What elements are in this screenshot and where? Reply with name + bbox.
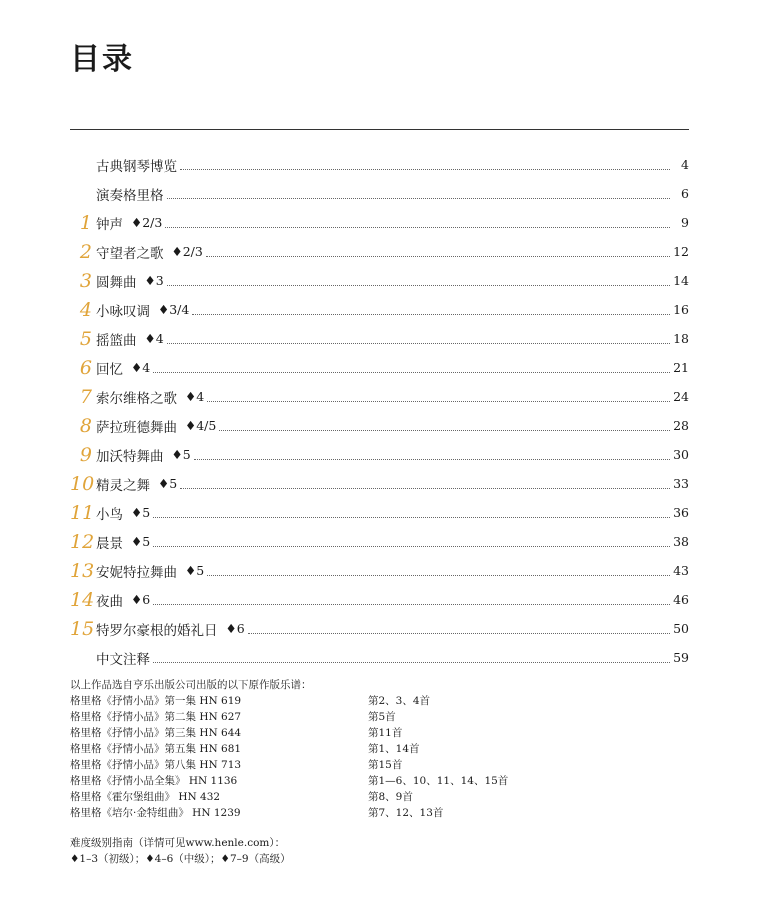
toc-entry-difficulty: ♦3 bbox=[144, 273, 164, 288]
toc-entry-page-number: 33 bbox=[673, 476, 689, 491]
toc-entry-number: 1 bbox=[79, 211, 92, 234]
toc-entry-number: 3 bbox=[79, 269, 92, 292]
toc-entry-page-number: 43 bbox=[673, 563, 689, 578]
source-row bbox=[70, 789, 690, 805]
toc-entry[interactable] bbox=[70, 237, 689, 266]
toc-entry-leader-dots bbox=[207, 575, 670, 576]
source-edition: 格里格《抒情小品》第二集 HN 627 bbox=[70, 711, 242, 723]
toc-entry[interactable] bbox=[70, 324, 689, 353]
toc-entry-number: 14 bbox=[70, 588, 95, 611]
toc-entry-leader-dots bbox=[167, 343, 670, 344]
sources-intro: 以上作品选自亨乐出版公司出版的以下原作版乐谱： bbox=[70, 679, 312, 691]
toc-entry-leader-dots bbox=[167, 285, 670, 286]
toc-entry-difficulty: ♦5 bbox=[171, 447, 191, 462]
source-row bbox=[70, 757, 690, 773]
toc-entry-title: 守望者之歌 bbox=[96, 245, 164, 262]
toc-entry-number: 9 bbox=[79, 443, 92, 466]
source-pieces: 第1—6、10、11、14、15首 bbox=[368, 775, 509, 787]
source-pieces: 第1、14首 bbox=[368, 743, 420, 755]
toc-entry-difficulty: ♦4 bbox=[131, 360, 151, 375]
toc-entry[interactable] bbox=[70, 179, 689, 208]
toc-entry-page-number: 6 bbox=[681, 186, 689, 201]
toc-entry-difficulty: ♦4/5 bbox=[185, 418, 217, 433]
source-row bbox=[70, 709, 690, 725]
source-row bbox=[70, 725, 690, 741]
toc-entry-difficulty: ♦2/3 bbox=[171, 244, 203, 259]
toc-entry-page-number: 14 bbox=[673, 273, 689, 288]
toc-entry-leader-dots bbox=[165, 227, 670, 228]
toc-entry-difficulty: ♦3/4 bbox=[158, 302, 190, 317]
toc-entry[interactable] bbox=[70, 382, 689, 411]
toc-entry-difficulty: ♦5 bbox=[158, 476, 178, 491]
source-row bbox=[70, 741, 690, 757]
toc-entry-page-number: 46 bbox=[673, 592, 689, 607]
toc-entry-number: 2 bbox=[79, 240, 92, 263]
toc-entry-leader-dots bbox=[153, 604, 670, 605]
source-edition: 格里格《抒情小品》第五集 HN 681 bbox=[70, 743, 242, 755]
toc-entry-title: 特罗尔豪根的婚礼日 bbox=[96, 622, 218, 639]
title-divider bbox=[70, 129, 689, 130]
toc-entry[interactable] bbox=[70, 150, 689, 179]
toc-entry-difficulty: ♦5 bbox=[131, 534, 151, 549]
toc-entry-title: 索尔维格之歌 bbox=[96, 390, 177, 407]
toc-entry-number: 12 bbox=[70, 530, 95, 553]
table-of-contents bbox=[70, 150, 689, 672]
toc-entry-title: 精灵之舞 bbox=[96, 477, 150, 494]
toc-entry-leader-dots bbox=[153, 546, 670, 547]
sources-list bbox=[70, 693, 690, 821]
toc-entry[interactable] bbox=[70, 411, 689, 440]
toc-entry-page-number: 12 bbox=[673, 244, 689, 259]
toc-entry-leader-dots bbox=[248, 633, 670, 634]
toc-entry-difficulty: ♦6 bbox=[225, 621, 245, 636]
toc-entry[interactable] bbox=[70, 527, 689, 556]
toc-entry-number: 8 bbox=[79, 414, 92, 437]
page-title: 目录 bbox=[70, 42, 134, 77]
toc-entry-number: 11 bbox=[70, 501, 95, 524]
source-pieces: 第8、9首 bbox=[368, 791, 413, 803]
toc-entry[interactable] bbox=[70, 585, 689, 614]
source-edition: 格里格《抒情小品》第三集 HN 644 bbox=[70, 727, 242, 739]
toc-entry-leader-dots bbox=[192, 314, 670, 315]
toc-entry-number: 5 bbox=[79, 327, 92, 350]
source-pieces: 第7、12、13首 bbox=[368, 807, 444, 819]
source-pieces: 第11首 bbox=[368, 727, 403, 739]
toc-entry-difficulty: ♦4 bbox=[185, 389, 205, 404]
toc-entry-number: 13 bbox=[70, 559, 95, 582]
toc-entry-leader-dots bbox=[180, 488, 670, 489]
difficulty-guide-heading: 难度级别指南（详情可见www.henle.com）： bbox=[70, 837, 286, 849]
difficulty-guide-levels: ♦1–3（初级）；♦4–6（中级）；♦7–9（高级） bbox=[70, 853, 291, 865]
toc-entry-number: 10 bbox=[70, 472, 95, 495]
toc-entry[interactable] bbox=[70, 469, 689, 498]
toc-entry-number: 15 bbox=[70, 617, 95, 640]
toc-entry-page-number: 4 bbox=[681, 157, 689, 172]
toc-entry-leader-dots bbox=[194, 459, 670, 460]
toc-entry-difficulty: ♦5 bbox=[131, 505, 151, 520]
toc-entry-page-number: 16 bbox=[673, 302, 689, 317]
toc-entry-title: 萨拉班德舞曲 bbox=[96, 419, 177, 436]
source-edition: 格里格《培尔·金特组曲》 HN 1239 bbox=[70, 807, 241, 819]
sources-section bbox=[70, 677, 690, 821]
toc-entry-title: 加沃特舞曲 bbox=[96, 448, 164, 465]
source-row bbox=[70, 773, 690, 789]
toc-entry-leader-dots bbox=[167, 198, 671, 199]
toc-entry-title: 小咏叹调 bbox=[96, 303, 150, 320]
toc-entry-number: 6 bbox=[79, 356, 92, 379]
difficulty-guide bbox=[70, 835, 291, 867]
toc-entry-difficulty: ♦2/3 bbox=[131, 215, 163, 230]
toc-entry[interactable] bbox=[70, 556, 689, 585]
source-pieces: 第2、3、4首 bbox=[368, 695, 431, 707]
source-row bbox=[70, 805, 690, 821]
toc-entry-title: 古典钢琴博览 bbox=[96, 158, 177, 175]
toc-entry-leader-dots bbox=[153, 372, 670, 373]
toc-entry-title: 摇篮曲 bbox=[96, 332, 137, 349]
toc-entry-leader-dots bbox=[206, 256, 670, 257]
toc-entry-title: 小鸟 bbox=[96, 506, 123, 523]
toc-entry-page-number: 9 bbox=[681, 215, 689, 230]
toc-entry-number: 4 bbox=[79, 298, 92, 321]
source-edition: 格里格《霍尔堡组曲》 HN 432 bbox=[70, 791, 221, 803]
toc-entry[interactable] bbox=[70, 643, 689, 672]
source-edition: 格里格《抒情小品》第八集 HN 713 bbox=[70, 759, 242, 771]
toc-entry[interactable] bbox=[70, 440, 689, 469]
toc-entry-number: 7 bbox=[79, 385, 92, 408]
toc-entry-leader-dots bbox=[207, 401, 670, 402]
toc-entry-difficulty: ♦6 bbox=[131, 592, 151, 607]
toc-entry-page-number: 50 bbox=[673, 621, 689, 636]
toc-entry-title: 晨景 bbox=[96, 535, 123, 552]
toc-entry-title: 圆舞曲 bbox=[96, 274, 137, 291]
toc-entry[interactable] bbox=[70, 266, 689, 295]
toc-entry-leader-dots bbox=[153, 517, 670, 518]
source-row bbox=[70, 693, 690, 709]
toc-entry-page-number: 24 bbox=[673, 389, 689, 404]
toc-entry-page-number: 30 bbox=[673, 447, 689, 462]
source-pieces: 第15首 bbox=[368, 759, 403, 771]
toc-entry[interactable] bbox=[70, 295, 689, 324]
toc-entry-page-number: 36 bbox=[673, 505, 689, 520]
toc-entry-difficulty: ♦5 bbox=[185, 563, 205, 578]
toc-entry[interactable] bbox=[70, 353, 689, 382]
toc-entry[interactable] bbox=[70, 614, 689, 643]
toc-entry-title: 夜曲 bbox=[96, 593, 123, 610]
toc-entry-title: 钟声 bbox=[96, 216, 123, 233]
source-pieces: 第5首 bbox=[368, 711, 396, 723]
toc-entry-title: 安妮特拉舞曲 bbox=[96, 564, 177, 581]
toc-entry-title: 演奏格里格 bbox=[96, 187, 164, 204]
toc-entry-page-number: 59 bbox=[673, 650, 689, 665]
toc-entry-page-number: 21 bbox=[673, 360, 689, 375]
toc-entry-difficulty: ♦4 bbox=[144, 331, 164, 346]
toc-entry-title: 中文注释 bbox=[96, 651, 150, 668]
toc-entry-page-number: 38 bbox=[673, 534, 689, 549]
toc-entry-leader-dots bbox=[219, 430, 670, 431]
source-edition: 格里格《抒情小品》第一集 HN 619 bbox=[70, 695, 242, 707]
toc-entry[interactable] bbox=[70, 498, 689, 527]
toc-entry-title: 回忆 bbox=[96, 361, 123, 378]
toc-entry-leader-dots bbox=[153, 662, 670, 663]
toc-entry[interactable] bbox=[70, 208, 689, 237]
toc-entry-leader-dots bbox=[180, 169, 670, 170]
source-edition: 格里格《抒情小品全集》 HN 1136 bbox=[70, 775, 238, 787]
toc-entry-page-number: 18 bbox=[673, 331, 689, 346]
toc-entry-page-number: 28 bbox=[673, 418, 689, 433]
